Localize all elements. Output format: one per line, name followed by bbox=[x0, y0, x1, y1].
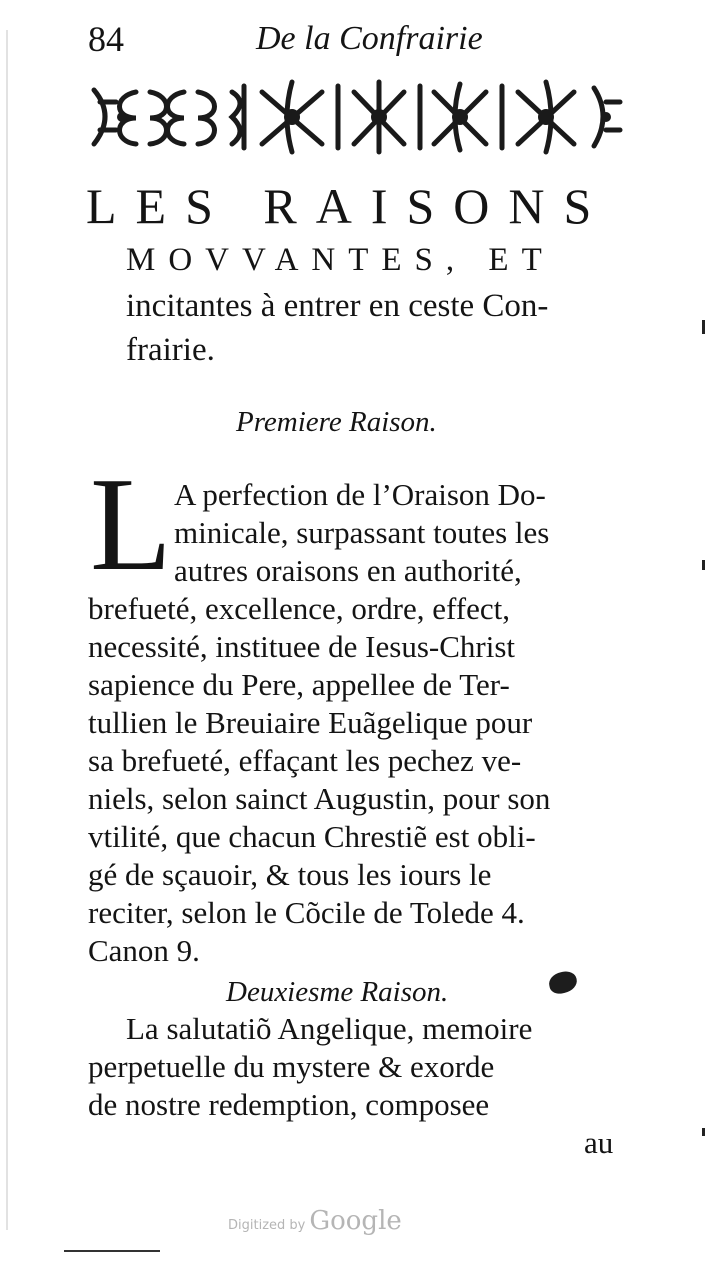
body-line: A perfection de l’Oraison Do- bbox=[174, 477, 546, 512]
body-line: vtilité, que chacun Chrestiẽ est obli- bbox=[88, 819, 536, 854]
body-line: perpetuelle du mystere & exorde bbox=[88, 1049, 495, 1084]
running-head bbox=[88, 16, 688, 62]
page-number: 84 bbox=[88, 19, 124, 59]
section-title: Premiere Raison. bbox=[236, 406, 437, 438]
heading-line: LES RAISONS bbox=[86, 178, 611, 234]
body-line: brefueté, excellence, ordre, effect, bbox=[88, 591, 510, 626]
edge-mark bbox=[702, 1128, 705, 1136]
drop-cap: L bbox=[90, 450, 172, 598]
heading-line: MOVVANTES, ET bbox=[126, 242, 555, 278]
heading-line: incitantes à entrer en ceste Con- bbox=[126, 288, 549, 324]
ink-blot bbox=[547, 969, 579, 995]
heading-line: frairie. bbox=[126, 332, 215, 368]
body-line: niels, selon sainct Augustin, pour son bbox=[88, 781, 551, 816]
body-line: tullien le Breuiaire Euãgelique pour bbox=[88, 705, 533, 740]
bottom-rule bbox=[64, 1250, 160, 1252]
body-line: minicale, surpassant toutes les bbox=[174, 515, 550, 550]
body-line: reciter, selon le Cõcile de Tolede 4. bbox=[88, 895, 525, 930]
section-title: Deuxiesme Raison. bbox=[226, 976, 449, 1008]
google-wordmark: Google bbox=[309, 1206, 402, 1236]
digitized-label: Digitized by bbox=[228, 1218, 306, 1233]
ornament-band bbox=[86, 72, 626, 162]
catchword: au bbox=[584, 1125, 614, 1160]
body-line: La salutatiõ Angelique, memoire bbox=[126, 1011, 533, 1046]
body-line: Canon 9. bbox=[88, 933, 200, 968]
body-line: necessité, instituee de Iesus-Christ bbox=[88, 629, 516, 664]
page-gutter bbox=[6, 30, 8, 1230]
edge-mark bbox=[702, 560, 705, 570]
body-line: autres oraisons en authorité, bbox=[174, 553, 522, 588]
body-line: sa brefueté, effaçant les pechez ve- bbox=[88, 743, 522, 778]
body-line: gé de sçauoir, & tous les iours le bbox=[88, 857, 492, 892]
chapter-heading bbox=[86, 176, 636, 372]
body-line: de nostre redemption, composee bbox=[88, 1087, 490, 1122]
digitization-watermark bbox=[228, 1206, 402, 1236]
running-title: De la Confrairie bbox=[256, 20, 483, 57]
edge-mark bbox=[702, 320, 705, 334]
body-line: sapience du Pere, appellee de Ter- bbox=[88, 667, 510, 702]
